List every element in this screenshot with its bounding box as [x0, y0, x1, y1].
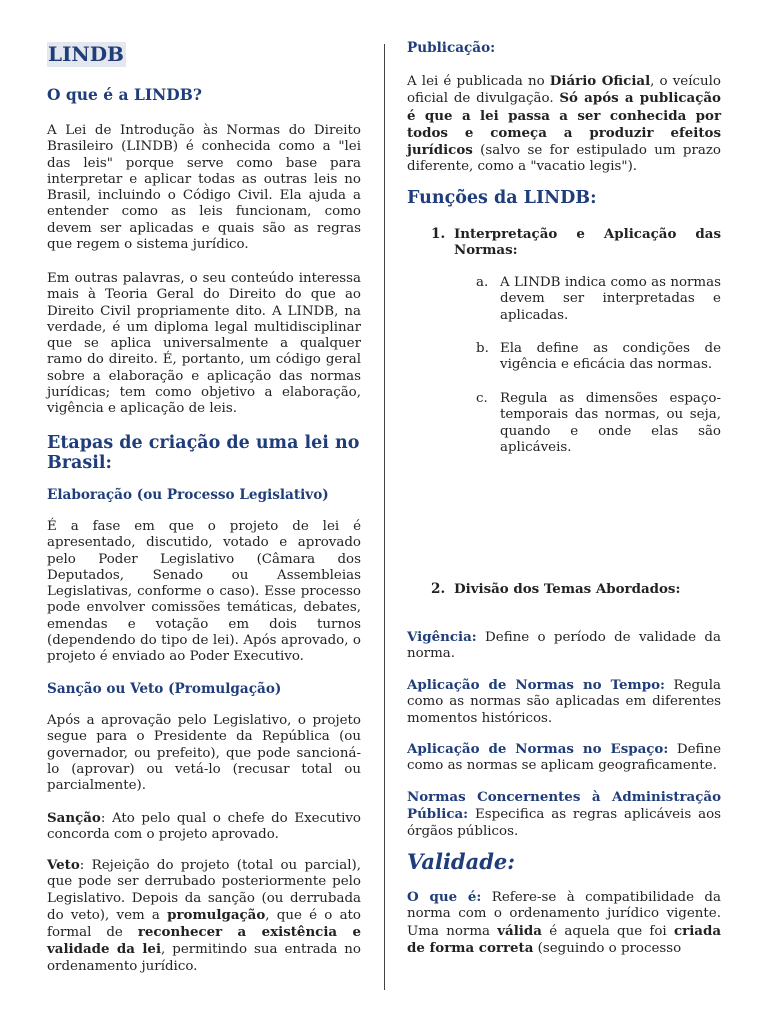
paragraph-tempo [407, 677, 721, 727]
heading-sancao-veto: Sanção ou Veto (Promulgação) [47, 681, 282, 697]
administracao-text: Especifica as regras aplicáveis aos órgãos públicos. [407, 807, 721, 839]
term-diario-oficial: Diário Oficial [549, 73, 651, 89]
item-2-number: 2. [431, 581, 446, 597]
pub-text-1: A lei é publicada no [407, 74, 550, 89]
heading-funcoes: Funções da LINDB: [407, 188, 597, 208]
sub-a-text: A LINDB indica como as normas devem ser interpretadas e aplicadas. [500, 275, 721, 323]
paragraph-elaboracao: É a fase em que o projeto de lei é apresentado, discutido, votado e aprovado pelo Poder Legislativo (Câmara dos Deputados, Senado ou Assembleias Legislativas, conforme o caso). Esse processo pode envolver comissões temáticas, debates, emendas e votação em dois turnos (dependendo do tipo de lei). Após aprovado, o projeto é enviado ao Poder Executivo. [47, 519, 361, 665]
term-criada: criada de forma correta [407, 922, 721, 956]
sub-b-letter: b. [476, 341, 489, 356]
heading-what-is-lindb: O que é a LINDB? [47, 85, 202, 104]
term-valida: válida [497, 922, 542, 939]
term-vigencia: Vigência: [407, 629, 477, 645]
paragraph-veto-def [47, 857, 361, 975]
espaco-text: Define como as normas se aplicam geograficamente. [407, 742, 722, 774]
term-sancao: Sanção [47, 810, 101, 826]
item-1-number: 1. [431, 226, 446, 242]
heading-etapas: Etapas de criação de uma lei no Brasil: [47, 433, 360, 473]
paragraph-sancao-veto: Após a aprovação pelo Legislativo, o projeto segue para o Presidente da República (ou governador, ou prefeito), que pode sancioná-lo (aprovar) ou vetá-lo (recusar total ou parcialmente). [47, 713, 361, 794]
validade-text-2: é aquela que foi [541, 923, 674, 939]
veto-text-3: , permitindo sua entrada no ordenamento jurídico. [47, 942, 361, 974]
paragraph-publicacao [407, 73, 721, 176]
term-administracao: Normas Concernentes à Administração Pública: [407, 789, 721, 823]
validade-text-3: (seguindo o processo [533, 940, 682, 956]
sancao-definition: : Ato pelo qual o chefe do Executivo concorda com o projeto aprovado. [47, 811, 361, 843]
term-espaco: Aplicação de Normas no Espaço: [407, 741, 669, 757]
paragraph-validade [407, 889, 721, 957]
paragraph-administracao [407, 789, 721, 840]
paragraph-sancao-def [47, 810, 361, 844]
paragraph-intro: A Lei de Introdução às Normas do Direito Brasileiro (LINDB) é conhecida como a "lei das leis" porque serve como base para interpretar e aplicar todas as outras leis no Brasil, incluindo o Código Civil. Ela ajuda a entender como as leis funcionam, como devem ser aplicadas e quais são as regras que regem o sistema jurídico. [47, 123, 361, 253]
item-2-title: Divisão dos Temas Abordados: [454, 581, 681, 597]
heading-validade: Validade: [407, 849, 516, 874]
sub-c-letter: c. [476, 391, 488, 406]
pub-text-3: (salvo se for estipulado um prazo diferente, como a "vacatio legis"). [407, 143, 721, 175]
heading-elaboracao: Elaboração (ou Processo Legislativo) [47, 487, 329, 503]
veto-text-1: : Rejeição do projeto (total ou parcial), que pode ser derrubado posteriormente pelo Legislativo. Depois da sanção (ou derrubada do veto), vem a [47, 858, 361, 923]
veto-text-2: , que é o ato formal de [47, 907, 361, 941]
term-o-que-e: O que é: [407, 889, 482, 905]
pub-emphasis: Só após a publicação é que a lei passa a ser conhecida por todos e começa a produzir efeitos jurídicos [407, 90, 721, 159]
term-reconhecer: reconhecer a existência e validade da lei [47, 924, 361, 958]
document-title: LINDB [48, 42, 124, 66]
tempo-text: Regula como as normas são aplicadas em diferentes momentos históricos. [407, 678, 721, 726]
term-promulgacao: promulgação [167, 906, 266, 923]
term-tempo: Aplicação de Normas no Tempo: [407, 677, 665, 693]
term-veto: Veto [47, 857, 80, 873]
sub-b-text: Ela define as condições de vigência e eficácia das normas. [500, 341, 721, 373]
paragraph-espaco [407, 741, 721, 775]
validade-text-1: Refere-se à compatibilidade da norma com o ordenamento jurídico vigente. Uma norma [407, 890, 721, 939]
sub-c-text: Regula as dimensões espaço-temporais das normas, ou seja, quando e onde elas são aplicáveis. [500, 391, 721, 455]
sub-a-letter: a. [476, 275, 489, 290]
column-divider [384, 44, 385, 990]
heading-publicacao: Publicação: [407, 40, 496, 56]
paragraph-vigencia [407, 629, 721, 663]
paragraph-other-words: Em outras palavras, o seu conteúdo interessa mais à Teoria Geral do Direito do que ao Direito Civil propriamente dito. A LINDB, na verdade, é um diploma legal multidisciplinar que se aplica universalmente a qualquer ramo do direito. É, portanto, um código geral sobre a elaboração e aplicação das normas jurídicas; tem como objetivo a elaboração, vigência e aplicação de leis. [47, 271, 361, 417]
item-1-title: Interpretação e Aplicação das Normas: [454, 226, 721, 259]
vigencia-text: Define o período de validade da norma. [407, 630, 721, 662]
pub-text-2: , o veículo oficial de divulgação. [407, 74, 721, 107]
